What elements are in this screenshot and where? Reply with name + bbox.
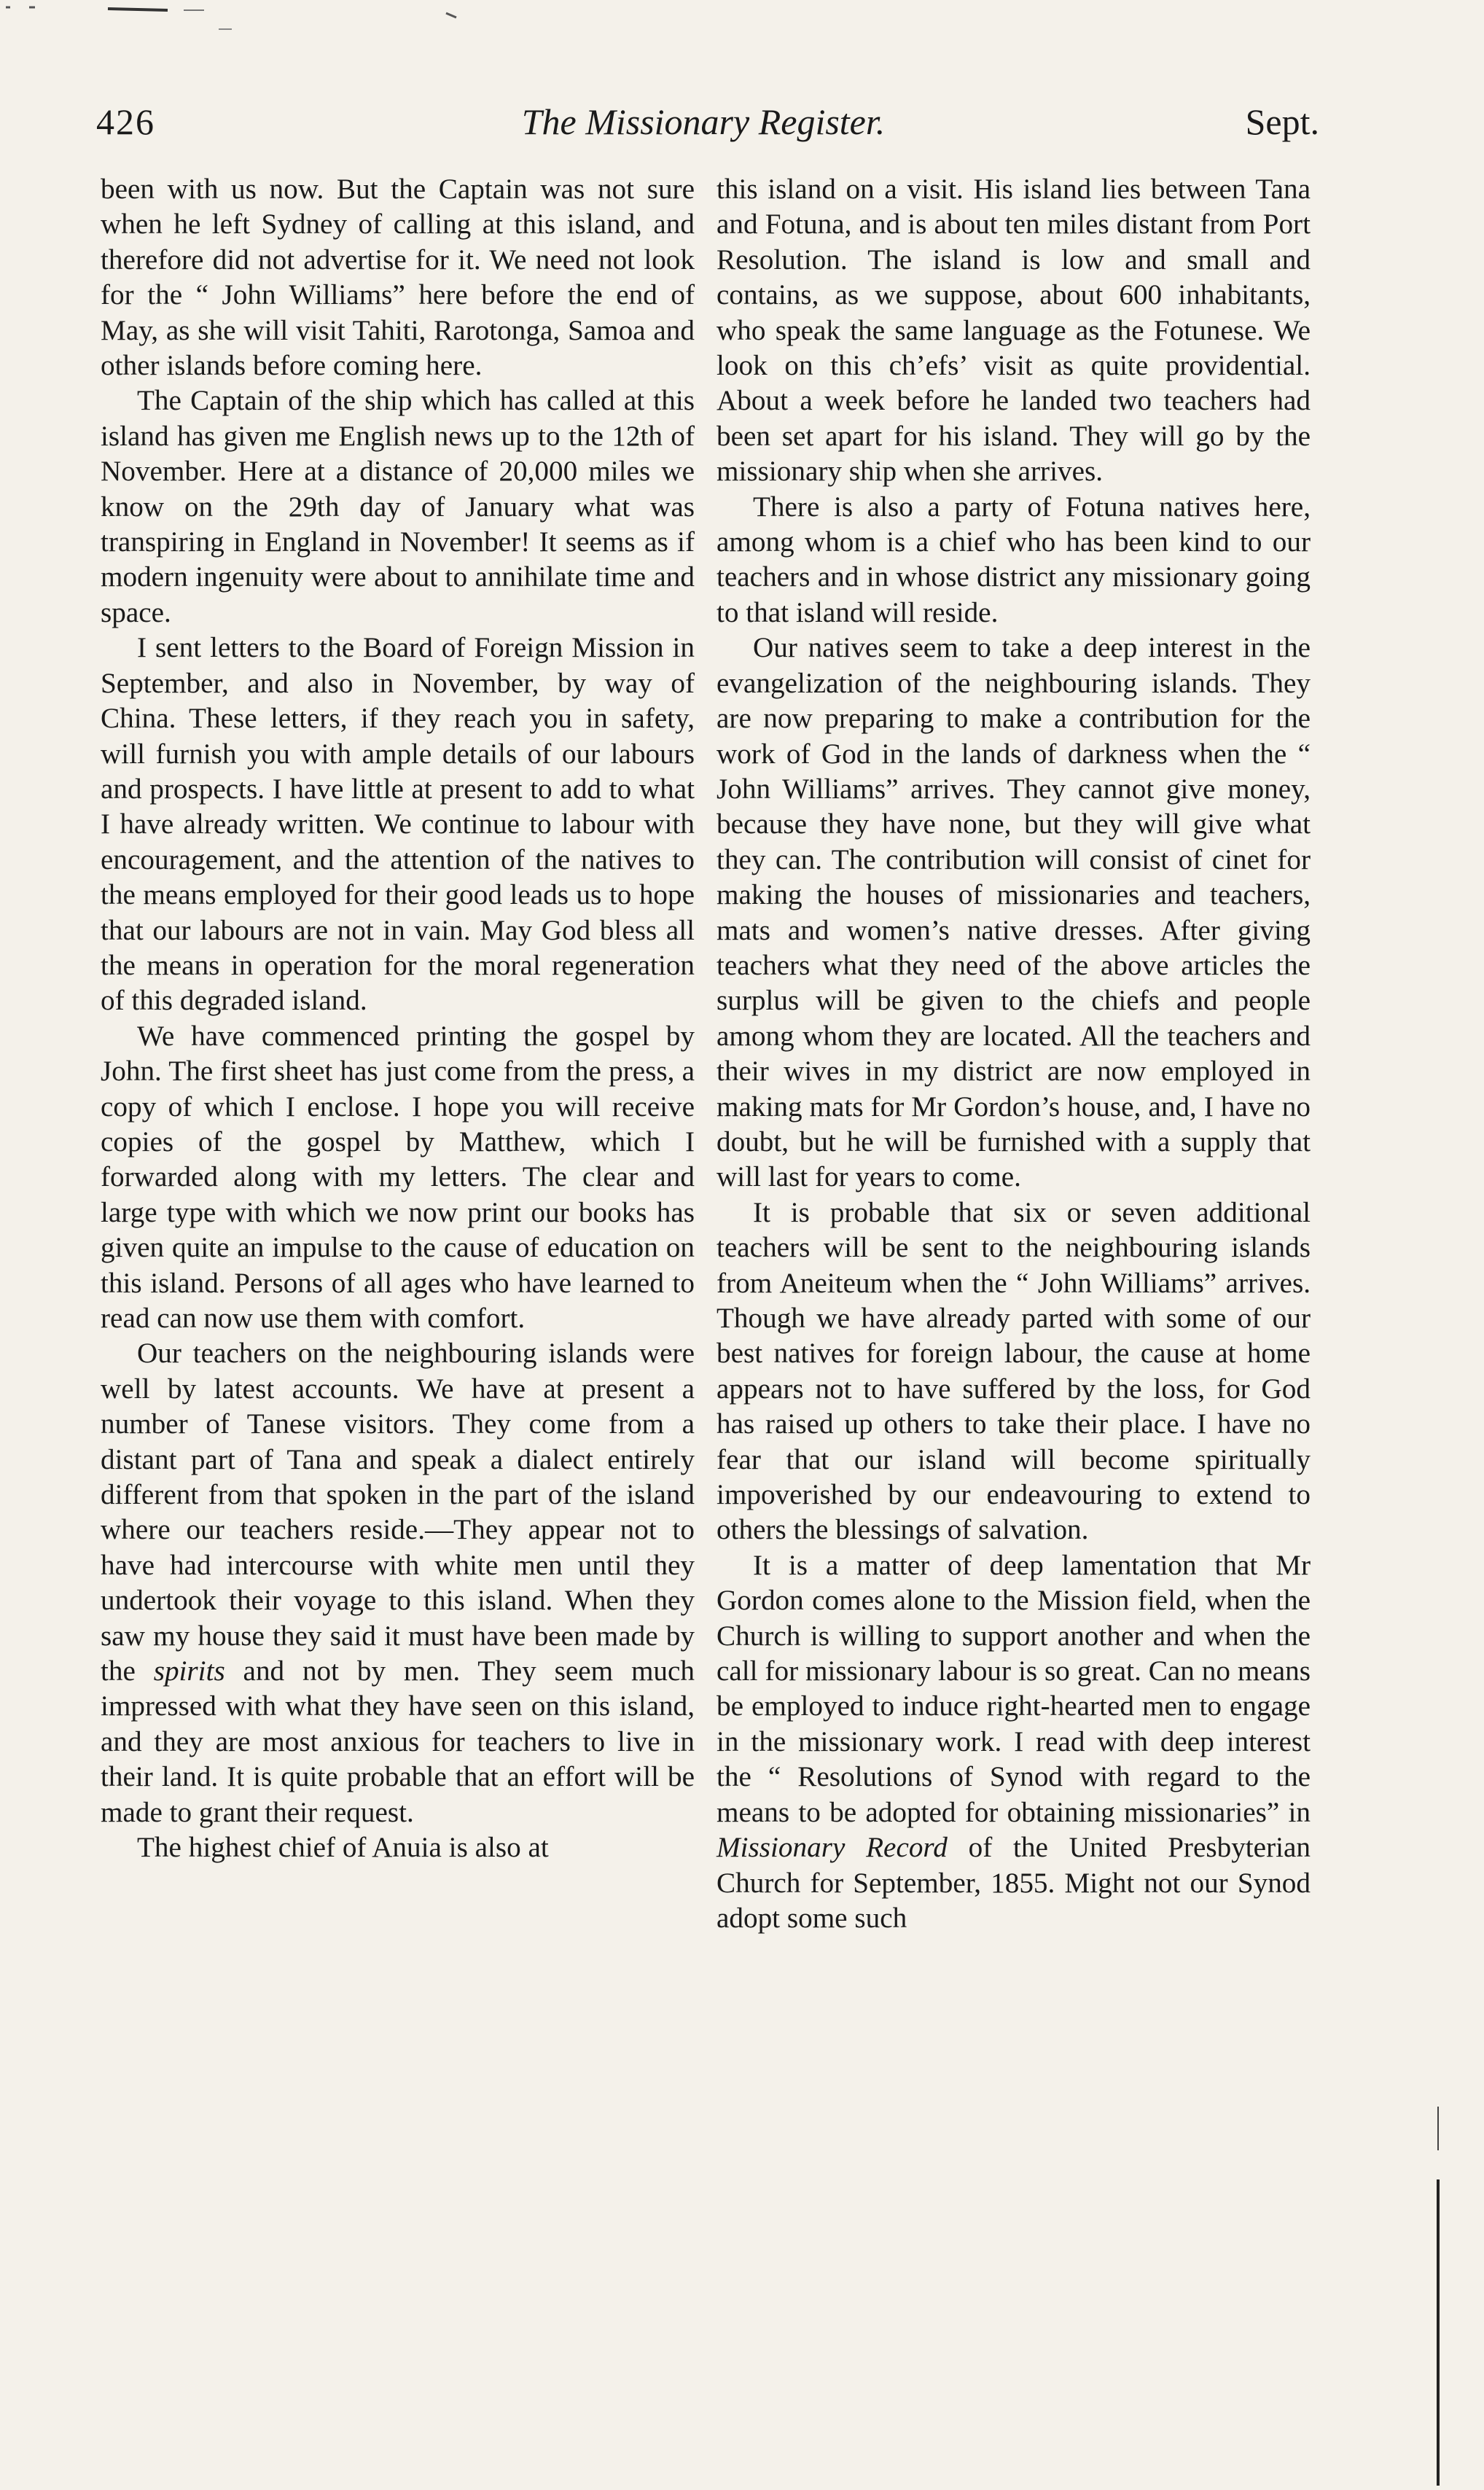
left-column — [101, 172, 695, 1866]
paragraph: been with us now. But the Captain was not sure when he left Sydney of calling at this island, and therefore did not advertise for it. We need not look for the “ John Williams” here before the end of May, as she will visit Tahiti, Rarotonga, Samoa and other islands before coming here. — [101, 173, 695, 382]
paragraph: The highest chief of Anuia is also at — [137, 1832, 549, 1864]
page-header — [87, 101, 1319, 159]
text-run: Our teachers on the neighbouring islands were well by latest accounts. We have at present a number of Tanese visitors. They come from a distant part of Tana and speak a dialect entirely different from that spoken in the part of the island where our teachers reside.—They appear not to have had intercourse with white men until they undertook their voyage to this island. When they saw my house they said it must have been made by the — [101, 1338, 695, 1687]
text-run: It is a matter of deep lamentation that Mr Gordon comes alone to the Mission field, when the Church is willing to support another and when the call for missionary labour is so great. Can no means be employed to induce right-hearted men to engage in the missionary work. I read with deep interest the “ Resolutions of Synod with regard to the means to be adopted for obtaining missionaries” in — [716, 1549, 1311, 1828]
paragraph — [101, 1336, 695, 1830]
paragraph: this island on a visit. His island lies between Tana and Fotuna, and is about ten miles distant from Port Resolution. The island is low and small and contains, as we suppose, about 600 inhabitants, who speak the same language as the Fotunese. We look on this ch’efs’ visit as quite providential. About a week before he landed two teachers had been set apart for his island. They will go by the missionary ship when she arrives. — [716, 173, 1311, 488]
paragraph: The Captain of the ship which has called at this island has given me English news up to the 12th of November. Here at a distance of 20,000 miles we know on the 29th day of January what was transpiring in England in November! It seems as if modern ingenuity were about to annihilate time and space. — [101, 385, 695, 628]
page-number: 426 — [96, 101, 155, 142]
paragraph — [716, 1548, 1311, 1936]
page-edge-shadow — [1436, 2107, 1440, 2486]
paragraph: It is probable that six or seven additional teachers will be sent to the neighbouring islands from Aneiteum when the “ John Williams” arrives. Though we have already parted with some of our best natives for foreign labour, the cause at home appears not to have suffered by the loss, for God has raised up others to take their place. I have no fear that our island will become spiritually impoverished by our endeavouring to extend to others the blessings of salvation. — [716, 1196, 1311, 1546]
paragraph: We have commenced printing the gospel by John. The first sheet has just come from the press, a copy of which I enclose. I hope you will receive copies of the gospel by Matthew, which I forwarded along with my letters. The clear and large type with which we now print our books has given quite an impulse to the cause of education on this island. Persons of all ages who have learned to read can now use them with comfort. — [101, 1020, 695, 1334]
running-title: The Missionary Register. — [521, 101, 886, 142]
scan-artifact-marks — [0, 0, 1484, 73]
paragraph: I sent letters to the Board of Foreign Mission in September, and also in November, by way of China. These letters, if they reach you in safety, will furnish you with ample details of our labours and prospects. I have little at present to add to what I have already written. We continue to labour with encouragement, and the attention of the natives to the means employed for their good leads us to hope that our labours are not in vain. May God bless all the means in operation for the moral regeneration of this degraded island. — [101, 632, 695, 1017]
issue-month: Sept. — [1245, 101, 1319, 142]
italic-text: Missionary Record — [716, 1832, 948, 1864]
text-run: of the United Presbyterian Church for September, 1855. Might not our Synod adopt some such — [716, 1832, 1311, 1934]
paragraph: Our natives seem to take a deep interest in the evangelization of the neighbouring islands. They are now preparing to make a contribution for the work of God in the lands of darkness when the “ John Williams” arrives. They cannot give money, because they have none, but they will give what they can. The contribution will consist of cinet for making the houses of missionaries and teachers, mats and women’s native dresses. After giving teachers what they need of the above articles the surplus will be given to the chiefs and people among whom they are located. All the teachers and their wives in my district are now employed in making mats for Mr Gordon’s house, and, I have no doubt, but he will be furnished with a supply that will last for years to come. — [716, 632, 1311, 1193]
italic-text: spirits — [153, 1655, 225, 1687]
right-column — [716, 172, 1311, 1936]
paragraph: There is also a party of Fotuna natives here, among whom is a chief who has been kind to our teachers and in whose district any missionary going to that island will reside. — [716, 491, 1311, 628]
text-run: and not by men. They seem much impressed with what they have seen on this island, and they are most anxious for teachers to live in their land. It is quite probable that an effort will be made to grant their request. — [101, 1655, 695, 1828]
